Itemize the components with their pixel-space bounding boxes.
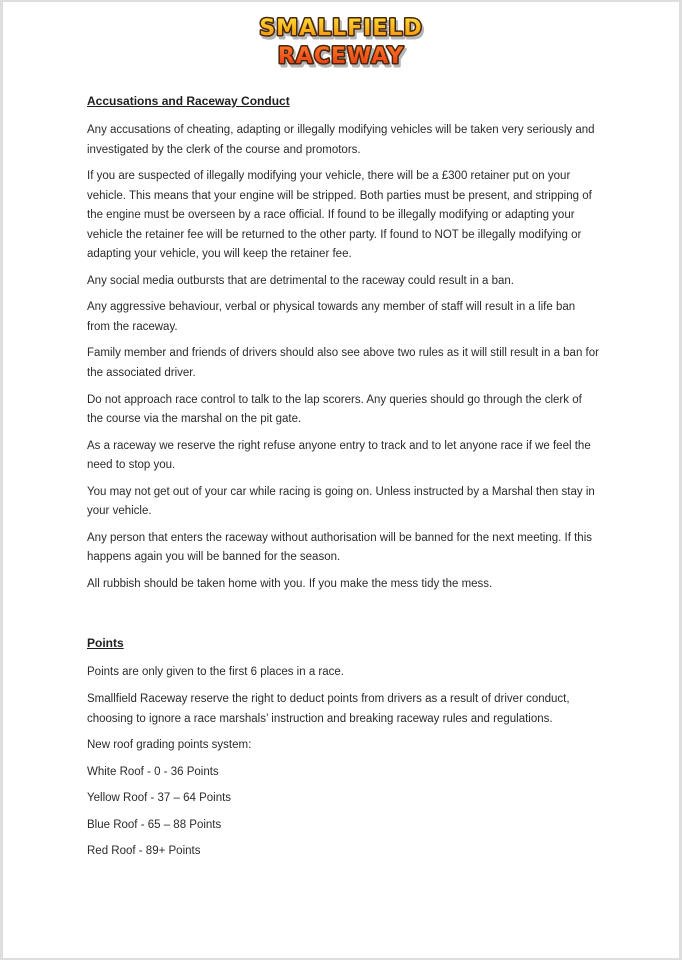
section-accusations-and-raceway-conduct bbox=[87, 92, 599, 594]
raceway-logo bbox=[3, 2, 679, 82]
section-points bbox=[87, 634, 599, 861]
para-roof-grading-intro: New roof grading points system: bbox=[87, 739, 252, 752]
para-race-control: Do not approach race control to talk to the lap scorers. Any queries should go through the clerk of the course via the marshal on the pit gate. bbox=[87, 393, 582, 426]
document-body bbox=[3, 82, 679, 862]
para-points-deduction: Smallfield Raceway reserve the right to deduct points from drivers as a result of driver conduct, choosing to ignore a race marshals’ instruction and breaking raceway rules and regulations. bbox=[87, 693, 570, 725]
para-points-first-six: Points are only given to the first 6 places in a race. bbox=[87, 666, 344, 679]
section-heading-points: Points bbox=[87, 636, 124, 651]
raceway-logo-graphic bbox=[236, 10, 446, 74]
para-accusations: Any accusations of cheating, adapting or illegally modifying vehicles will be taken very seriously and investigated by the clerk of the course and promotors. bbox=[87, 124, 595, 156]
roof-line-yellow: Yellow Roof - 37 – 64 Points bbox=[87, 792, 232, 805]
para-unauthorised-entry: Any person that enters the raceway without authorisation will be banned for the next meeting. If this happens again you will be banned for the season. bbox=[87, 531, 593, 564]
logo-text-smallfield: SMALLFIELD bbox=[259, 16, 423, 41]
para-aggressive-behaviour: Any aggressive behaviour, verbal or physical towards any member of staff will result in a life ban from the raceway. bbox=[87, 301, 576, 333]
section-heading-conduct: Accusations and Raceway Conduct bbox=[87, 94, 290, 108]
para-social-media: Any social media outbursts that are detrimental to the raceway could result in a ban. bbox=[87, 274, 515, 287]
roof-line-red: Red Roof - 89+ Points bbox=[87, 845, 201, 858]
para-retainer: If you are suspected of illegally modifying your vehicle, there will be a £300 retainer put on your vehicle. This means that your engine will be stripped. Both parties must be present, and stripping of the engine must be overseen by a race official. If found to be illegally modifying or adapting your vehicle the retainer fee will be returned to the other party. If found to NOT be illegally modifying or adapting your vehicle, you will keep the retainer fee. bbox=[87, 170, 592, 261]
roof-line-white: White Roof - 0 - 36 Points bbox=[87, 765, 219, 778]
logo-text-raceway: RACEWAY bbox=[277, 44, 405, 69]
para-entry-refusal: As a raceway we reserve the right refuse anyone entry to track and to let anyone race if we feel the need to stop you. bbox=[87, 439, 591, 472]
para-stay-in-vehicle: You may not get out of your car while racing is going on. Unless instructed by a Marshal then stay in your vehicle. bbox=[87, 485, 595, 518]
roof-line-blue: Blue Roof - 65 – 88 Points bbox=[87, 818, 222, 831]
para-rubbish: All rubbish should be taken home with you. If you make the mess tidy the mess. bbox=[87, 577, 493, 590]
para-family-friends: Family member and friends of drivers should also see above two rules as it will still result in a ban for the associated driver. bbox=[87, 347, 599, 380]
